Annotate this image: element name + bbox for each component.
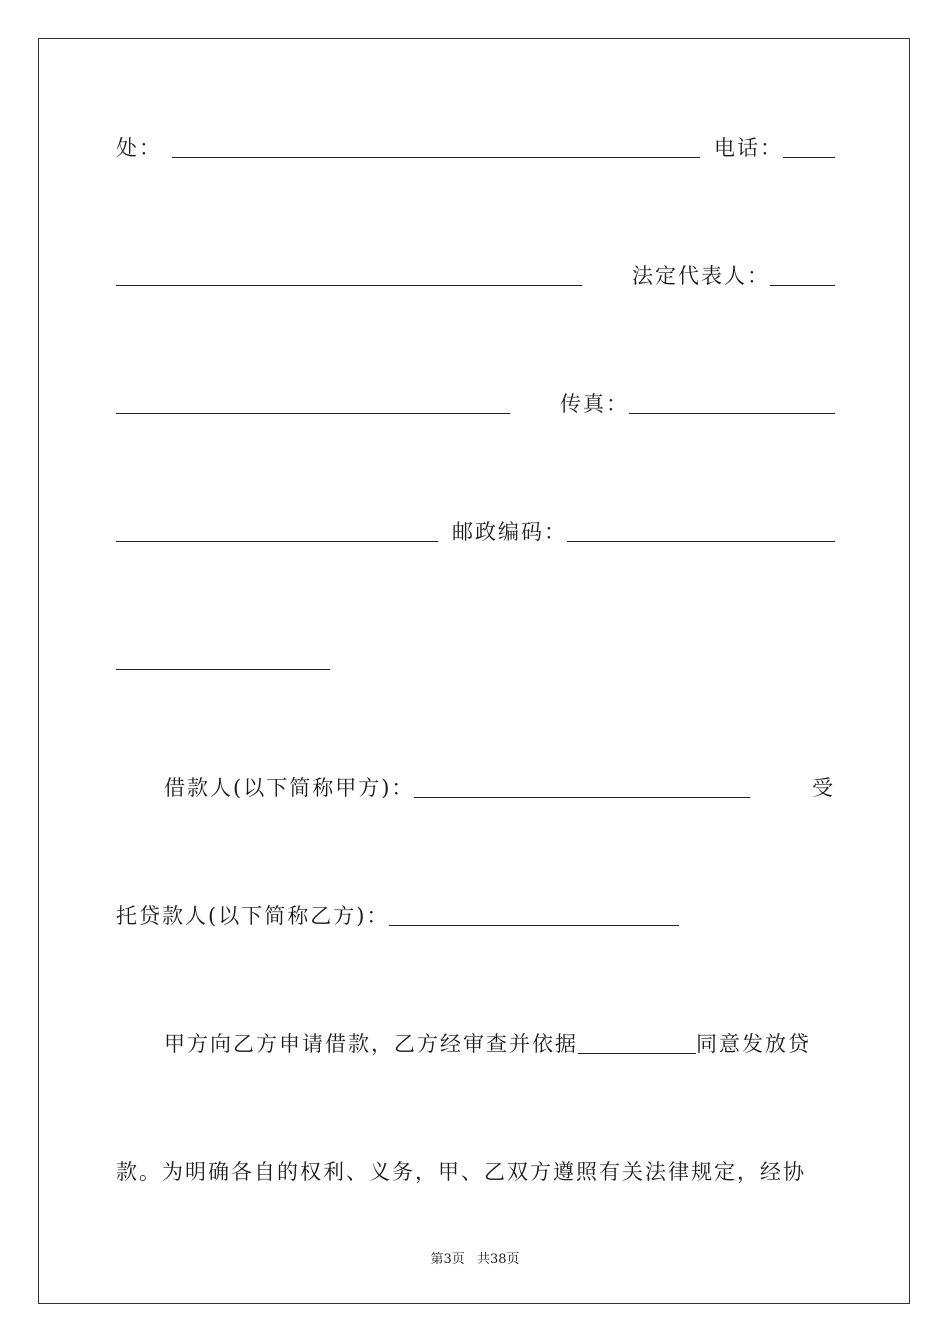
postal-code-label: 邮政编码： [452, 520, 567, 544]
page-footer [0, 1248, 950, 1267]
address-blank[interactable] [172, 135, 700, 158]
line-fax [116, 384, 835, 418]
line-6-end-text: 受 [812, 776, 835, 800]
basis-blank[interactable] [578, 1031, 696, 1054]
line-purpose [116, 1152, 835, 1186]
purpose-text: 款。为明确各自的权利、义务，甲、乙双方遵照有关法律规定，经协 [116, 1160, 806, 1184]
fax-label: 传真： [560, 392, 629, 416]
fax-blank[interactable] [629, 391, 835, 414]
address-label: 处： [116, 136, 162, 160]
page-number: 第3页 [430, 1252, 465, 1267]
line-address-phone [116, 128, 835, 162]
lender-label: 托贷款人(以下简称乙方)： [116, 904, 390, 928]
postal-code-blank[interactable] [567, 519, 835, 542]
blank-line-4a[interactable] [116, 519, 438, 542]
blank-line-3a[interactable] [116, 391, 510, 414]
line-borrower [116, 768, 835, 802]
page-total: 共38页 [476, 1252, 520, 1267]
application-text: 甲方向乙方申请借款，乙方经审查并依据 [164, 1032, 578, 1056]
borrower-label: 借款人(以下简称甲方)： [164, 776, 415, 800]
lender-blank[interactable] [389, 903, 679, 926]
line-legal-rep [116, 256, 835, 290]
borrower-blank[interactable] [414, 775, 750, 798]
line-blank-only [116, 640, 835, 674]
approval-text: 同意发放贷 [696, 1032, 811, 1056]
blank-line-5[interactable] [116, 647, 330, 670]
line-postal-code [116, 512, 835, 546]
blank-line-2a[interactable] [116, 263, 582, 286]
phone-blank[interactable] [783, 135, 835, 158]
legal-rep-blank[interactable] [770, 263, 835, 286]
line-lender [116, 896, 835, 930]
phone-label: 电话： [714, 136, 783, 160]
line-application [116, 1024, 835, 1058]
legal-rep-label: 法定代表人： [632, 264, 770, 288]
